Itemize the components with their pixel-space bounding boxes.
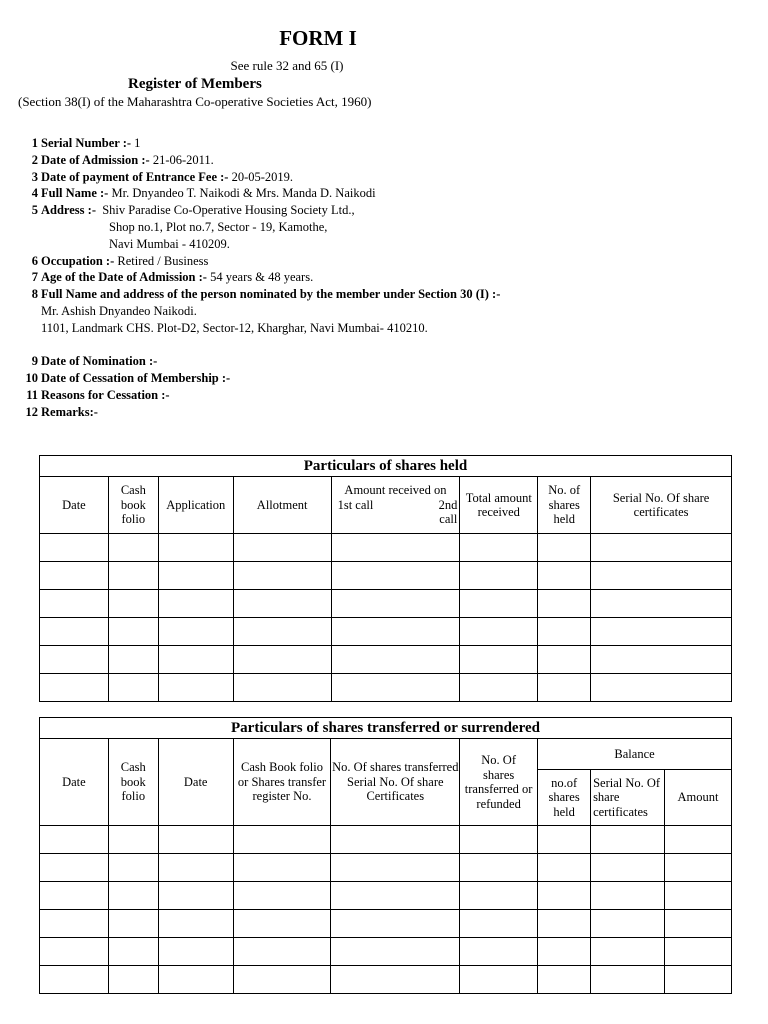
table-row	[40, 882, 732, 910]
form-title: FORM I	[279, 26, 357, 50]
field-row	[0, 253, 768, 270]
shares-held-table	[39, 455, 732, 702]
col-header-balance-amount: Amount	[665, 770, 732, 826]
field-row	[0, 286, 768, 303]
table-row	[40, 910, 732, 938]
table-row	[40, 646, 732, 674]
field-label: Age of the Date of Admission :-	[41, 270, 207, 285]
nominee-name: Mr. Ashish Dnyandeo Naikodi.	[41, 303, 197, 318]
field-value: 1	[131, 136, 141, 150]
table-row	[40, 534, 732, 562]
col-header-balance-serial-no: Serial No. Of share certificates	[591, 770, 665, 826]
col-header-date: Date	[40, 477, 109, 534]
field-number: 1	[31, 136, 38, 150]
table-row	[40, 854, 732, 882]
col-header-date: Date	[40, 739, 109, 826]
field-label: Occupation :-	[41, 253, 115, 268]
field-row	[0, 219, 768, 236]
col-header-amount-received	[331, 477, 460, 534]
first-call-label: 1st call	[337, 497, 374, 512]
field-value: 21-06-2011.	[149, 152, 214, 167]
field-row	[0, 202, 768, 219]
section-note: (Section 38(I) of the Maharashtra Co-operative Societies Act, 1960)	[18, 94, 372, 109]
field-number: 2	[31, 152, 38, 167]
col-header-cash-book-folio: Cash book folio	[108, 739, 158, 826]
col-header-application: Application	[158, 477, 233, 534]
field-row	[0, 404, 768, 421]
col-header-shares-held: No. of shares held	[538, 477, 591, 534]
nominee-address: 1101, Landmark CHS. Plot-D2, Sector-12, Kharghar, Navi Mumbai- 410210.	[41, 320, 428, 335]
field-row	[0, 303, 768, 320]
field-row	[0, 135, 768, 152]
col-header-total-amount: Total amount received	[460, 477, 538, 534]
member-fields	[0, 135, 768, 421]
field-label: Full Name :-	[41, 186, 109, 201]
field-number: 4	[31, 186, 38, 201]
shares-transferred-label: No. Of shares transferred	[332, 760, 459, 775]
field-number: 10	[25, 371, 38, 386]
col-header-allotment: Allotment	[233, 477, 331, 534]
table-row	[40, 826, 732, 854]
field-value: Retired / Business	[114, 253, 209, 268]
field-number: 3	[31, 169, 38, 184]
field-label: Serial Number :-	[41, 136, 132, 150]
shares-transferred-caption: Particulars of shares transferred or surrendered	[40, 718, 732, 739]
field-label: Date of Nomination :-	[41, 354, 158, 369]
amount-received-label: Amount received on	[344, 483, 447, 498]
shares-held-caption: Particulars of shares held	[40, 456, 732, 477]
shares-transferred-table	[39, 717, 732, 994]
register-title: Register of Members	[128, 76, 262, 92]
field-value: Mr. Dnyandeo T. Naikodi & Mrs. Manda D. Naikodi	[108, 186, 376, 201]
field-label: Full Name and address of the person nominated by the member under Section 30 (I) :-	[41, 287, 501, 302]
serial-certificates-label: Serial No. Of share Certificates	[347, 774, 444, 804]
field-number: 7	[31, 270, 38, 285]
table-row	[40, 966, 732, 994]
col-header-transferred-or-refunded: No. Of shares transferred or refunded	[460, 739, 538, 826]
field-label: Date of Cessation of Membership :-	[41, 371, 231, 386]
field-value: Shiv Paradise Co-Operative Housing Society Ltd.,	[95, 203, 355, 218]
address-line: Shop no.1, Plot no.7, Sector - 19, Kamothe,	[109, 219, 328, 234]
field-number: 5	[31, 203, 38, 218]
field-row	[0, 353, 768, 370]
col-header-transfer-register: Cash Book folio or Shares transfer register No.	[233, 739, 331, 826]
field-label: Date of payment of Entrance Fee :-	[41, 169, 229, 184]
field-value: 20-05-2019.	[228, 169, 294, 184]
field-number: 6	[31, 253, 38, 268]
table-row	[40, 590, 732, 618]
field-number: 9	[31, 354, 38, 369]
table-row	[40, 562, 732, 590]
field-row	[0, 169, 768, 186]
col-header-balance-shares-held: no.of shares held	[538, 770, 591, 826]
col-header-shares-transferred	[331, 739, 460, 826]
col-header-serial-no: Serial No. Of share certificates	[591, 477, 732, 534]
field-number: 11	[26, 387, 38, 402]
field-row	[0, 236, 768, 253]
field-value: 54 years & 48 years.	[206, 270, 314, 285]
field-row	[0, 387, 768, 404]
field-label: Remarks:-	[41, 404, 98, 419]
field-number: 12	[25, 404, 38, 419]
col-header-cash-book-folio: Cash book folio	[108, 477, 158, 534]
rule-reference: See rule 32 and 65 (I)	[230, 58, 344, 73]
field-row	[0, 320, 768, 337]
col-header-balance: Balance	[538, 739, 732, 770]
col-header-transfer-date: Date	[158, 739, 233, 826]
field-row	[0, 370, 768, 387]
second-call-label: 2nd call	[438, 497, 458, 527]
field-row	[0, 152, 768, 169]
field-row	[0, 185, 768, 202]
field-label: Date of Admission :-	[41, 152, 150, 167]
table-row	[40, 618, 732, 646]
field-row	[0, 337, 768, 354]
address-line: Navi Mumbai - 410209.	[109, 236, 230, 251]
field-label: Reasons for Cessation :-	[41, 387, 170, 402]
table-row	[40, 674, 732, 702]
field-row	[0, 269, 768, 286]
field-label: Address :-	[41, 203, 96, 218]
field-number: 8	[31, 287, 38, 302]
table-row	[40, 938, 732, 966]
